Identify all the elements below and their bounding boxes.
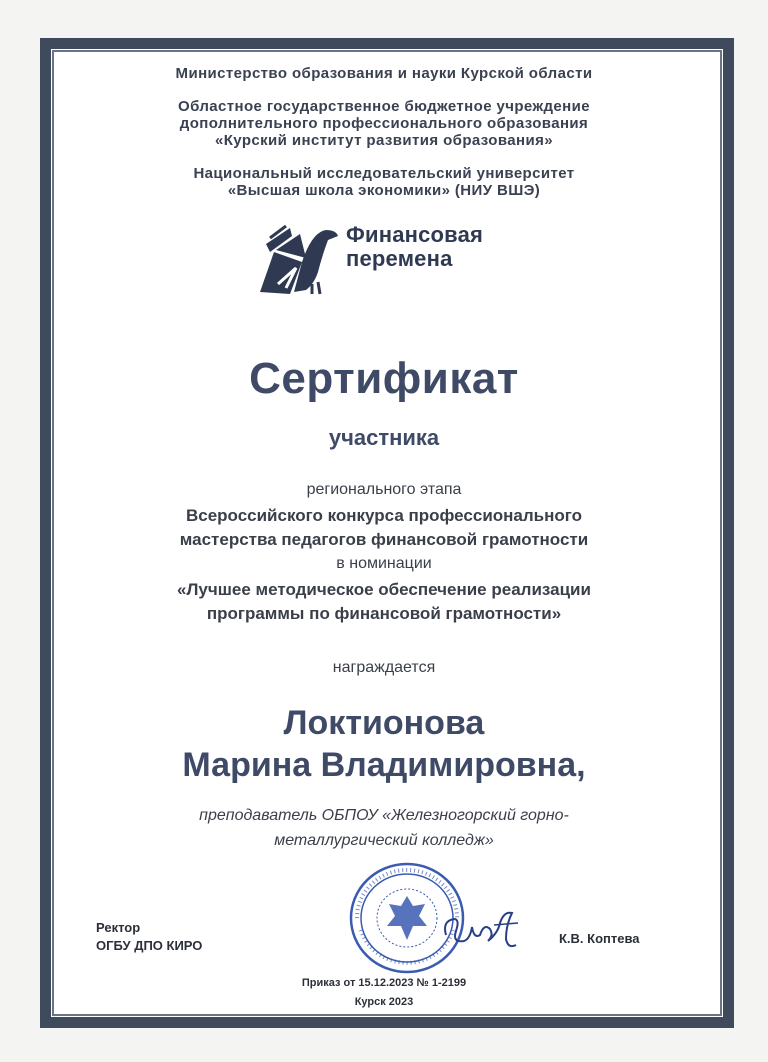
certificate-subtitle: участника — [328, 425, 440, 450]
contest-line-1: Всероссийского конкурса профессионального — [185, 506, 583, 525]
rector-title: Ректор — [96, 920, 141, 935]
certificate-title: Сертификат — [249, 354, 519, 403]
rector-organization: ОГБУ ДПО КИРО — [96, 938, 203, 953]
logo-line-1: Финансовая — [346, 222, 484, 247]
institution-line-1: Областное государственное бюджетное учреждение — [178, 98, 590, 115]
university-line-2: «Высшая школа экономики» (НИУ ВШЭ) — [227, 182, 541, 199]
nomination-intro: в номинации — [336, 555, 432, 572]
position-line-2: металлургический колледж» — [274, 832, 494, 849]
ministry-name: Министерство образования и науки Курской области — [175, 65, 593, 82]
bird-on-book-icon — [256, 222, 340, 296]
awarded-text: награждается — [332, 659, 436, 676]
contest-line-2: мастерства педагогов финансовой грамотности — [179, 530, 589, 549]
nomination-line-2: программы по финансовой грамотности» — [206, 604, 562, 623]
city-year: Курск 2023 — [354, 996, 414, 1008]
institution-line-2: дополнительного профессионального образования — [179, 115, 589, 132]
stage-text: регионального этапа — [306, 481, 462, 498]
nomination-line-1: «Лучшее методическое обеспечение реализации — [177, 580, 591, 599]
recipient-surname: Локтионова — [283, 704, 485, 742]
signature-icon — [440, 905, 520, 955]
university-line-1: Национальный исследовательский университет — [193, 165, 575, 182]
position-line-1: преподаватель ОБПОУ «Железногорский горно- — [199, 807, 569, 824]
logo-text — [346, 223, 483, 271]
order-number: Приказ от 15.12.2023 № 1-2199 — [301, 977, 467, 989]
recipient-given-names: Марина Владимировна, — [182, 746, 586, 784]
logo-line-2: перемена — [346, 246, 453, 271]
institution-line-3: «Курский институт развития образования» — [215, 132, 553, 149]
rector-block — [96, 920, 202, 953]
signatory-name: К.В. Коптева — [559, 931, 640, 946]
